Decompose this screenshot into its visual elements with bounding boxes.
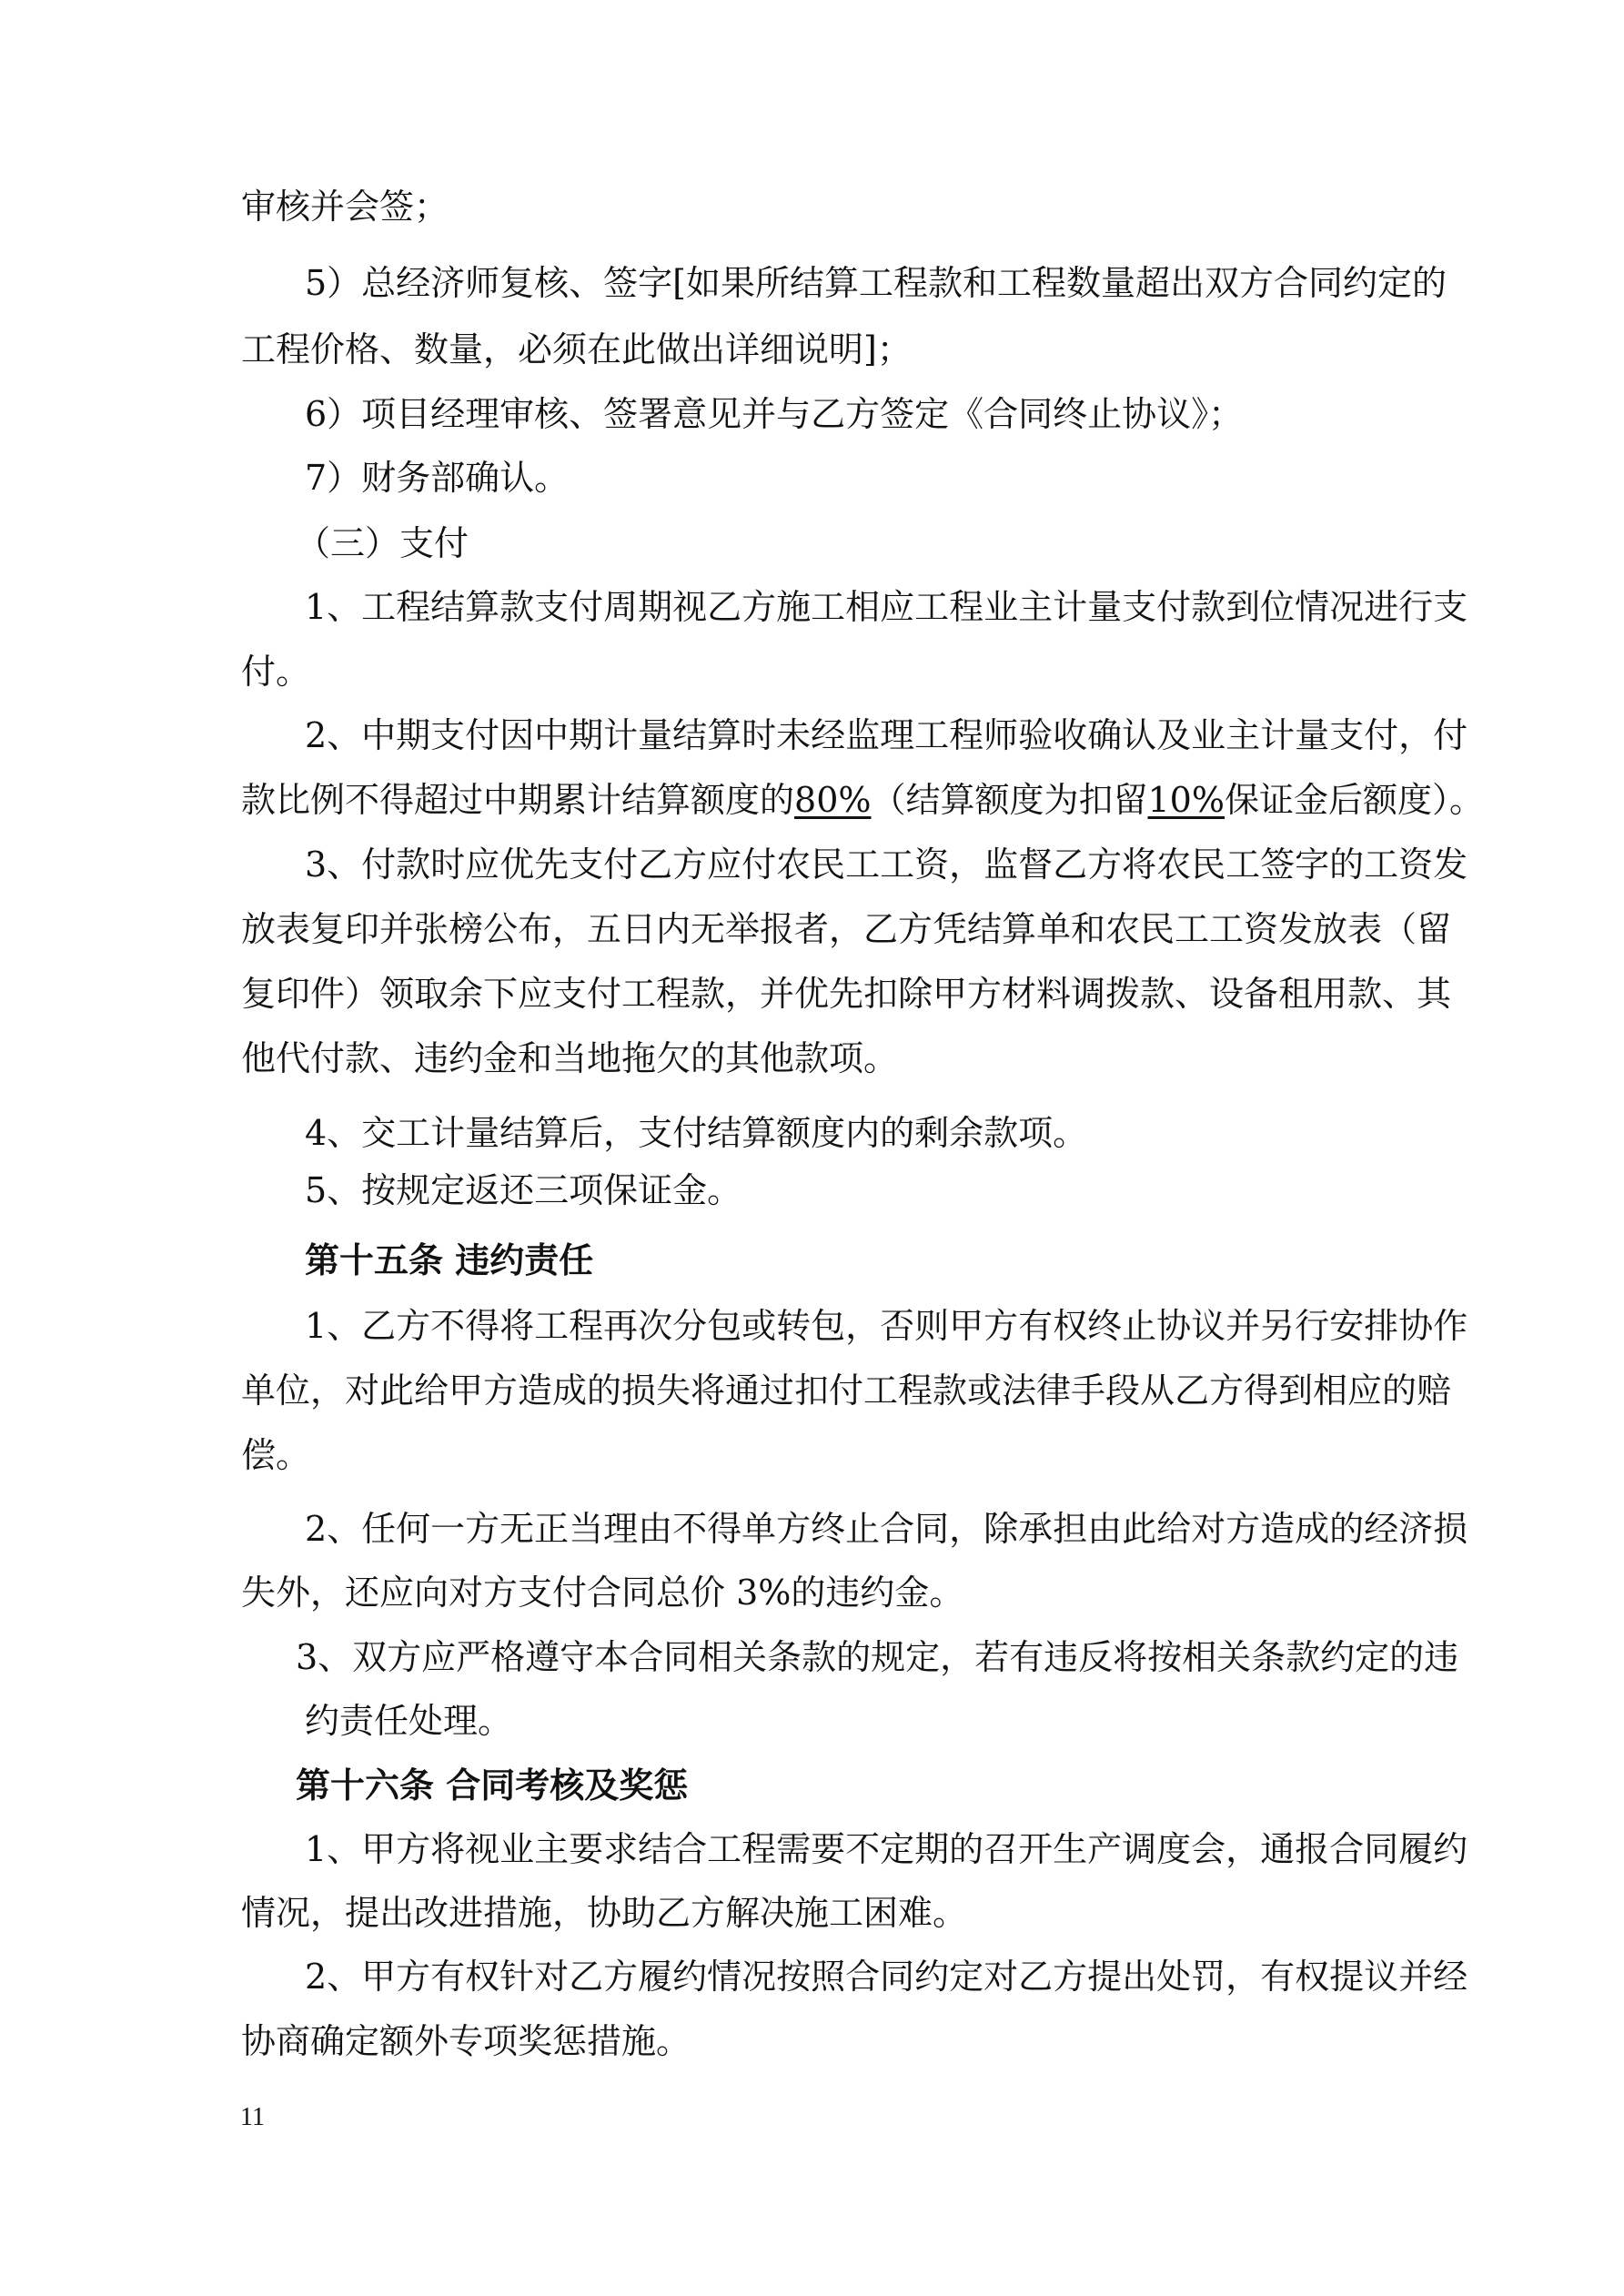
text-line: 约责任处理。 xyxy=(305,1701,513,1741)
text-line: 工程价格、数量，必须在此做出详细说明]； xyxy=(241,329,912,369)
list-item: 3、付款时应优先支付乙方应付农民工工资，监督乙方将农民工签字的工资发 xyxy=(305,845,1468,885)
list-item: 5、按规定返还三项保证金。 xyxy=(305,1170,742,1210)
list-item: 1、甲方将视业主要求结合工程需要不定期的召开生产调度会，通报合同履约 xyxy=(305,1829,1468,1869)
list-item: 7）财务部确认。 xyxy=(305,458,570,498)
text-line: 复印件）领取余下应支付工程款，并优先扣除甲方材料调拨款、设备租用款、其 xyxy=(241,974,1452,1014)
section-heading: （三）支付 xyxy=(296,523,469,563)
text-line: 审核并会签； xyxy=(241,187,449,227)
text-line: 付。 xyxy=(241,652,311,692)
list-item: 6）项目经理审核、签署意见并与乙方签定《合同终止协议》； xyxy=(305,394,1244,434)
underlined-percentage: 10% xyxy=(1147,780,1225,820)
text-line: 放表复印并张榜公布，五日内无举报者，乙方凭结算单和农民工工资发放表（留 xyxy=(241,909,1452,949)
text-segment: 款比例不得超过中期累计结算额度的 xyxy=(241,780,795,820)
text-line: 失外，还应向对方支付合同总价 3%的违约金。 xyxy=(241,1573,964,1613)
article-heading: 第十六条 合同考核及奖惩 xyxy=(296,1765,689,1805)
text-line xyxy=(241,778,1484,822)
list-item: 1、工程结算款支付周期视乙方施工相应工程业主计量支付款到位情况进行支 xyxy=(305,587,1468,627)
text-segment: （结算额度为扣留 xyxy=(871,780,1148,820)
list-item: 4、交工计量结算后，支付结算额度内的剩余款项。 xyxy=(305,1113,1088,1153)
article-heading: 第十五条 违约责任 xyxy=(305,1239,594,1280)
text-segment: 保证金后额度）。 xyxy=(1224,780,1484,820)
list-item: 3、双方应严格遵守本合同相关条款的规定，若有违反将按相关条款约定的违 xyxy=(296,1637,1459,1677)
list-item: 1、乙方不得将工程再次分包或转包，否则甲方有权终止协议并另行安排协作 xyxy=(305,1306,1468,1346)
text-line: 协商确定额外专项奖惩措施。 xyxy=(241,2021,691,2061)
text-line: 他代付款、违约金和当地拖欠的其他款项。 xyxy=(241,1038,899,1078)
underlined-percentage: 80% xyxy=(794,780,872,820)
text-line: 单位，对此给甲方造成的损失将通过扣付工程款或法律手段从乙方得到相应的赔 xyxy=(241,1371,1452,1411)
text-line: 情况，提出改进措施，协助乙方解决施工困难。 xyxy=(241,1893,968,1933)
list-item: 5）总经济师复核、签字[如果所结算工程款和工程数量超出双方合同约定的 xyxy=(305,263,1447,303)
text-line: 偿。 xyxy=(241,1435,311,1475)
page-number: 11 xyxy=(240,2103,265,2131)
list-item: 2、甲方有权针对乙方履约情况按照合同约定对乙方提出处罚，有权提议并经 xyxy=(305,1957,1468,1997)
list-item: 2、中期支付因中期计量结算时未经监理工程师验收确认及业主计量支付，付 xyxy=(305,715,1468,755)
list-item: 2、任何一方无正当理由不得单方终止合同，除承担由此给对方造成的经济损 xyxy=(305,1509,1468,1549)
